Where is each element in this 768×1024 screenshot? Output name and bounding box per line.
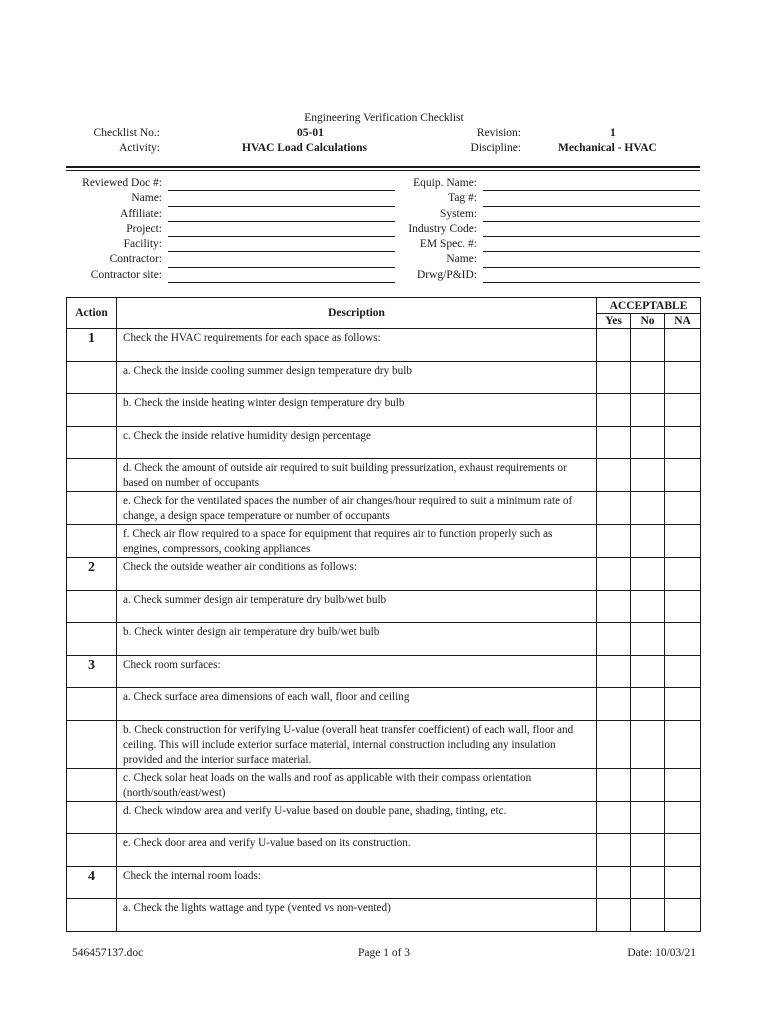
no-checkbox-cell[interactable] [631, 590, 665, 623]
description-cell: d. Check the amount of outside air required to suit building pressurization, exhaust requirements or based on number of occupants [117, 459, 597, 492]
no-checkbox-cell[interactable] [631, 655, 665, 688]
no-checkbox-cell[interactable] [631, 866, 665, 899]
table-header-row [67, 298, 701, 314]
na-checkbox-cell[interactable] [665, 801, 701, 834]
info-field-label: Affiliate: [120, 207, 162, 220]
yes-checkbox-cell[interactable] [597, 801, 631, 834]
description-cell: a. Check the lights wattage and type (vented vs non-vented) [117, 899, 597, 932]
info-fields-right [380, 176, 700, 283]
description-cell: d. Check window area and verify U-value based on double pane, shading, tinting, etc. [117, 801, 597, 834]
info-field-input[interactable] [168, 268, 395, 283]
description-cell: a. Check summer design air temperature dry bulb/wet bulb [117, 590, 597, 623]
na-checkbox-cell[interactable] [665, 623, 701, 656]
revision-value: 1 [610, 127, 616, 139]
no-checkbox-cell[interactable] [631, 899, 665, 932]
table-row [67, 866, 701, 899]
yes-checkbox-cell[interactable] [597, 623, 631, 656]
yes-checkbox-cell[interactable] [597, 459, 631, 492]
na-checkbox-cell[interactable] [665, 525, 701, 558]
yes-checkbox-cell[interactable] [597, 768, 631, 801]
yes-checkbox-cell[interactable] [597, 899, 631, 932]
info-field-input[interactable] [483, 237, 700, 252]
action-number [67, 899, 117, 932]
info-field-label: Name: [131, 192, 162, 205]
yes-checkbox-cell[interactable] [597, 558, 631, 591]
header-divider-thin [66, 170, 700, 171]
na-checkbox-cell[interactable] [665, 655, 701, 688]
action-number [67, 623, 117, 656]
no-checkbox-cell[interactable] [631, 492, 665, 525]
description-cell: c. Check solar heat loads on the walls and roof as applicable with their compass orientation (north/south/east/west) [117, 768, 597, 801]
checklist-no-label: Checklist No.: [93, 127, 160, 139]
description-cell: b. Check construction for verifying U-value (overall heat transfer coefficient) of each wall, floor and ceiling. This will include exterior surface material, internal construction including any insulation provided and the interior surface material. [117, 720, 597, 768]
yes-checkbox-cell[interactable] [597, 426, 631, 459]
action-number [67, 394, 117, 427]
na-checkbox-cell[interactable] [665, 834, 701, 867]
info-field [60, 191, 395, 206]
no-checkbox-cell[interactable] [631, 361, 665, 394]
action-number: 4 [67, 866, 117, 899]
description-cell: Check the outside weather air conditions as follows: [117, 558, 597, 591]
table-row [67, 720, 701, 768]
info-field [380, 237, 700, 252]
info-field [60, 222, 395, 237]
yes-checkbox-cell[interactable] [597, 590, 631, 623]
table-row [67, 558, 701, 591]
table-row [67, 688, 701, 721]
no-checkbox-cell[interactable] [631, 558, 665, 591]
description-cell: b. Check winter design air temperature dry bulb/wet bulb [117, 623, 597, 656]
na-checkbox-cell[interactable] [665, 899, 701, 932]
description-cell: Check room surfaces: [117, 655, 597, 688]
info-field [60, 237, 395, 252]
info-field-input[interactable] [483, 191, 700, 206]
table-row [67, 492, 701, 525]
footer-page-number: Page 1 of 3 [357, 947, 411, 959]
info-field-label: System: [439, 207, 477, 220]
description-cell: e. Check for the ventilated spaces the number of air changes/hour required to suit a minimum rate of change, a design space temperature or number of occupants [117, 492, 597, 525]
yes-checkbox-cell[interactable] [597, 394, 631, 427]
column-header-description: Description [117, 298, 597, 329]
column-header-action: Action [67, 298, 117, 329]
info-field [60, 176, 395, 191]
action-number [67, 492, 117, 525]
no-checkbox-cell[interactable] [631, 801, 665, 834]
action-number: 1 [67, 329, 117, 362]
no-checkbox-cell[interactable] [631, 394, 665, 427]
na-checkbox-cell[interactable] [665, 558, 701, 591]
no-checkbox-cell[interactable] [631, 525, 665, 558]
column-header-no: No [631, 314, 665, 329]
na-checkbox-cell[interactable] [665, 459, 701, 492]
yes-checkbox-cell[interactable] [597, 866, 631, 899]
description-cell: Check the HVAC requirements for each space as follows: [117, 329, 597, 362]
action-number [67, 590, 117, 623]
na-checkbox-cell[interactable] [665, 768, 701, 801]
info-field-label: Contractor site: [90, 268, 162, 281]
info-field-input[interactable] [168, 191, 395, 206]
table-row [67, 459, 701, 492]
table-row [67, 768, 701, 801]
action-number [67, 768, 117, 801]
na-checkbox-cell[interactable] [665, 394, 701, 427]
info-field [380, 222, 700, 237]
checklist-no-value: 05-01 [297, 127, 324, 139]
no-checkbox-cell[interactable] [631, 768, 665, 801]
no-checkbox-cell[interactable] [631, 329, 665, 362]
info-field [380, 268, 700, 283]
discipline-label: Discipline: [470, 142, 521, 154]
yes-checkbox-cell[interactable] [597, 688, 631, 721]
revision-label: Revision: [476, 127, 521, 139]
yes-checkbox-cell[interactable] [597, 720, 631, 768]
yes-checkbox-cell[interactable] [597, 329, 631, 362]
checklist-title: Engineering Verification Checklist [304, 112, 464, 124]
table-row [67, 834, 701, 867]
no-checkbox-cell[interactable] [631, 720, 665, 768]
no-checkbox-cell[interactable] [631, 623, 665, 656]
activity-value: HVAC Load Calculations [242, 142, 368, 154]
yes-checkbox-cell[interactable] [597, 834, 631, 867]
na-checkbox-cell[interactable] [665, 866, 701, 899]
description-cell: a. Check surface area dimensions of each wall, floor and ceiling [117, 688, 597, 721]
no-checkbox-cell[interactable] [631, 426, 665, 459]
column-header-yes: Yes [597, 314, 631, 329]
table-row [67, 329, 701, 362]
info-field-input[interactable] [168, 237, 395, 252]
header-divider-thick [66, 166, 700, 168]
activity-label: Activity: [119, 142, 160, 154]
info-field [60, 268, 395, 283]
table-row [67, 361, 701, 394]
info-field-input[interactable] [168, 207, 395, 222]
table-row [67, 394, 701, 427]
info-field [380, 207, 700, 222]
action-number [67, 801, 117, 834]
na-checkbox-cell[interactable] [665, 720, 701, 768]
info-field-input[interactable] [168, 176, 395, 191]
table-row [67, 426, 701, 459]
na-checkbox-cell[interactable] [665, 590, 701, 623]
info-field-label: Facility: [123, 238, 162, 251]
no-checkbox-cell[interactable] [631, 688, 665, 721]
action-number [67, 426, 117, 459]
action-number [67, 720, 117, 768]
info-field-label: Project: [126, 222, 162, 235]
info-field-label: Drwg/P&ID: [416, 268, 477, 281]
yes-checkbox-cell[interactable] [597, 655, 631, 688]
na-checkbox-cell[interactable] [665, 329, 701, 362]
info-field-input[interactable] [483, 207, 700, 222]
yes-checkbox-cell[interactable] [597, 492, 631, 525]
discipline-value: Mechanical - HVAC [558, 142, 657, 154]
info-field-label: Tag #: [448, 192, 477, 205]
na-checkbox-cell[interactable] [665, 688, 701, 721]
yes-checkbox-cell[interactable] [597, 525, 631, 558]
table-row [67, 655, 701, 688]
na-checkbox-cell[interactable] [665, 426, 701, 459]
checklist-table [66, 297, 701, 932]
description-cell: e. Check door area and verify U-value based on its construction. [117, 834, 597, 867]
description-cell: b. Check the inside heating winter design temperature dry bulb [117, 394, 597, 427]
description-cell: c. Check the inside relative humidity design percentage [117, 426, 597, 459]
action-number: 2 [67, 558, 117, 591]
no-checkbox-cell[interactable] [631, 459, 665, 492]
na-checkbox-cell[interactable] [665, 361, 701, 394]
footer-filename: 546457137.doc [72, 947, 144, 959]
info-field [60, 207, 395, 222]
action-number: 3 [67, 655, 117, 688]
info-field-input[interactable] [483, 176, 700, 191]
table-row [67, 899, 701, 932]
action-number [67, 688, 117, 721]
action-number [67, 459, 117, 492]
info-field [60, 252, 395, 267]
na-checkbox-cell[interactable] [665, 492, 701, 525]
info-field-input[interactable] [168, 222, 395, 237]
info-fields-left [60, 176, 395, 283]
description-cell: a. Check the inside cooling summer design temperature dry bulb [117, 361, 597, 394]
info-field-input[interactable] [483, 252, 700, 267]
info-field-label: Name: [446, 253, 477, 266]
yes-checkbox-cell[interactable] [597, 361, 631, 394]
info-field-label: Industry Code: [408, 222, 477, 235]
info-field-label: EM Spec. #: [419, 238, 477, 251]
description-cell: f. Check air flow required to a space for equipment that requires air to function properly such as engines, compressors, cooking appliances [117, 525, 597, 558]
footer-date: Date: 10/03/21 [627, 947, 696, 959]
no-checkbox-cell[interactable] [631, 834, 665, 867]
table-row [67, 525, 701, 558]
info-field-label: Equip. Name: [413, 177, 477, 189]
info-field-input[interactable] [168, 252, 395, 267]
info-field-input[interactable] [483, 268, 700, 283]
table-row [67, 801, 701, 834]
column-header-na: NA [665, 314, 701, 329]
info-field-label: Reviewed Doc #: [82, 177, 162, 189]
action-number [67, 361, 117, 394]
info-field [380, 252, 700, 267]
info-field-label: Contractor: [109, 253, 162, 266]
info-field-input[interactable] [483, 222, 700, 237]
table-row [67, 590, 701, 623]
action-number [67, 834, 117, 867]
info-field [380, 191, 700, 206]
description-cell: Check the internal room loads: [117, 866, 597, 899]
table-row [67, 623, 701, 656]
action-number [67, 525, 117, 558]
column-header-acceptable: ACCEPTABLE [597, 298, 701, 314]
info-field [380, 176, 700, 191]
